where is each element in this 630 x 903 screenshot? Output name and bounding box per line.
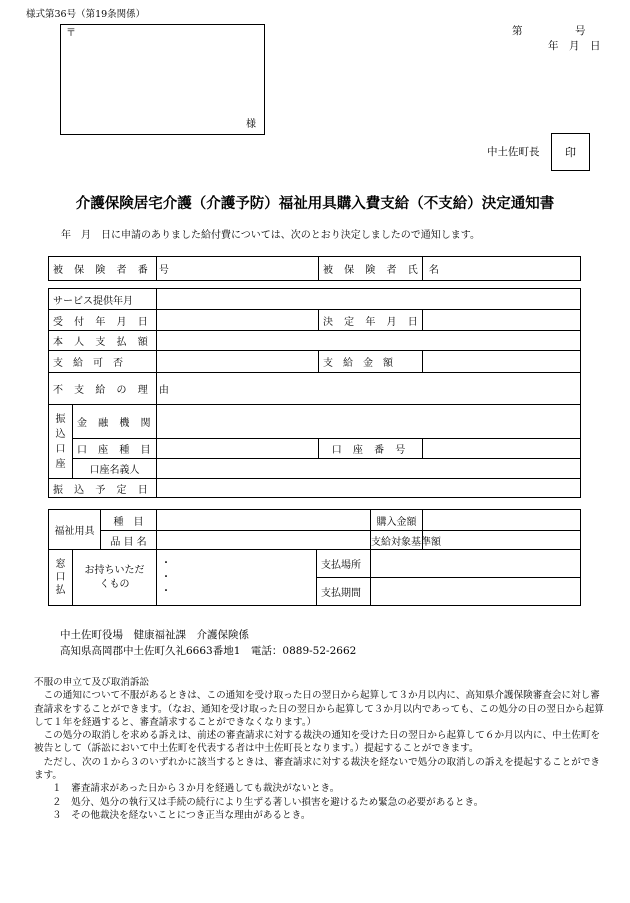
insured-table xyxy=(48,256,581,281)
welfare-equipment-label: 福祉用具 xyxy=(49,510,101,550)
self-payment-label: 本 人 支 払 額 xyxy=(49,331,157,351)
window-payment-label: 窓 口 払 xyxy=(49,550,73,606)
notes-list-item: １ 審査請求があった日から３か月を経過しても裁決がないとき。 xyxy=(52,783,340,795)
account-type-label: 口 座 種 目 xyxy=(73,439,157,459)
pay-period-field[interactable] xyxy=(371,578,581,606)
benefit-table xyxy=(48,288,581,498)
bring-items-list xyxy=(157,550,317,606)
category-label: 種 目 xyxy=(101,510,157,531)
service-month-label: サービス提供年月 xyxy=(49,289,157,310)
bullet-item: ・ xyxy=(161,571,171,583)
payment-base-label: 支給対象基準額 xyxy=(371,531,423,550)
account-holder-label: 口座名義人 xyxy=(73,459,157,479)
recipient-honorific: 様 xyxy=(246,119,256,130)
notes-paragraph: ただし、次の１から３のいずれかに該当するときは、審査請求に対する裁決を経ないで処分の取消しの訴えを提起することができます。 xyxy=(34,756,601,782)
bank-field[interactable] xyxy=(157,405,581,439)
document-number: 第 号 xyxy=(512,25,586,37)
self-payment-field[interactable] xyxy=(157,331,581,351)
category-field[interactable] xyxy=(157,510,371,531)
notes-list-item: ３ その他裁決を経ないことにつき正当な理由があるとき。 xyxy=(52,809,311,821)
account-number-field[interactable] xyxy=(423,439,581,459)
equipment-table xyxy=(48,509,581,606)
receipt-date-field[interactable] xyxy=(157,310,319,331)
bank-label: 金 融 機 関 xyxy=(73,405,157,439)
address-box xyxy=(60,24,265,135)
account-number-label: 口 座 番 号 xyxy=(319,439,423,459)
transfer-account-label: 振 込 口 座 xyxy=(49,405,73,479)
issuer-name: 中土佐町長 xyxy=(487,146,540,158)
transfer-date-label: 振 込 予 定 日 xyxy=(49,479,157,498)
appeal-notes xyxy=(34,676,606,822)
seal-box: 印 xyxy=(551,133,590,171)
receipt-date-label: 受 付 年 月 日 xyxy=(49,310,157,331)
postal-mark: 〒 xyxy=(66,28,76,39)
insured-name-field[interactable] xyxy=(423,257,581,281)
pay-place-field[interactable] xyxy=(371,550,581,578)
item-name-field[interactable] xyxy=(157,531,371,550)
document-date: 年 月 日 xyxy=(548,40,601,52)
pay-period-label: 支払期間 xyxy=(317,578,371,606)
purchase-amount-label: 購入金額 xyxy=(371,510,423,531)
payment-amount-label: 支 給 金 額 xyxy=(319,351,423,373)
notes-list-item: ２ 処分、処分の執行又は手続の続行により生ずる著しい損害を避けるため緊急の必要があるとき。 xyxy=(52,796,484,808)
decision-date-label: 決 定 年 月 日 xyxy=(319,310,423,331)
payment-base-field[interactable] xyxy=(423,531,581,550)
insured-number-field[interactable] xyxy=(157,257,319,281)
pay-place-label: 支払場所 xyxy=(317,550,371,578)
rejection-reason-label: 不 支 給 の 理 由 xyxy=(49,373,157,405)
purchase-amount-field[interactable] xyxy=(423,510,581,531)
bring-items-label: お持ちいただ くもの xyxy=(73,550,157,606)
bullet-item: ・ xyxy=(161,585,171,597)
payment-amount-field[interactable] xyxy=(423,351,581,373)
contact-office: 中土佐町役場 健康福祉課 介護保険係 xyxy=(60,629,249,641)
insured-name-label: 被 保 険 者 氏 名 xyxy=(319,257,423,281)
approval-label: 支 給 可 否 xyxy=(49,351,157,373)
service-month-field[interactable] xyxy=(157,289,581,310)
rejection-reason-field[interactable] xyxy=(157,373,581,405)
notes-heading: 不服の申立て及び取消訴訟 xyxy=(34,677,150,688)
contact-address: 高知県高岡郡中土佐町久礼6663番地1 電話：0889-52-2662 xyxy=(60,645,357,657)
notes-paragraph: この処分の取消しを求める訴えは、前述の審査請求に対する裁決の通知を受けた日の翌日から起算して６か月以内に、中土佐町を被告として（訴訟において中土佐町を代表する者は中土佐町長となります。）提起することができます。 xyxy=(34,730,601,755)
insured-number-label: 被 保 険 者 番 号 xyxy=(49,257,157,281)
decision-date-field[interactable] xyxy=(423,310,581,331)
bullet-item: ・ xyxy=(161,557,171,569)
account-type-field[interactable] xyxy=(157,439,319,459)
notes-paragraph: この通知について不服があるときは、この通知を受け取った日の翌日から起算して３か月以内に、高知県介護保険審査会に対し審査請求をすることができます。（なお、通知を受け取った日の翌日から起算して３か月以内であっても、この処分の日の翌日から起算して１年を経過すると、審査請求することができなくなります。） xyxy=(34,690,604,728)
transfer-date-field[interactable] xyxy=(157,479,581,498)
form-number: 様式第36号（第19条関係） xyxy=(26,9,146,20)
intro-text: 年 月 日に申請のありました給付費については、次のとおり決定しましたので通知します。 xyxy=(61,230,480,241)
approval-field[interactable] xyxy=(157,351,319,373)
document-title: 介護保険居宅介護（介護予防）福祉用具購入費支給（不支給）決定通知書 xyxy=(75,195,555,212)
account-holder-field[interactable] xyxy=(157,459,581,479)
item-name-label: 品 目 名 xyxy=(101,531,157,550)
